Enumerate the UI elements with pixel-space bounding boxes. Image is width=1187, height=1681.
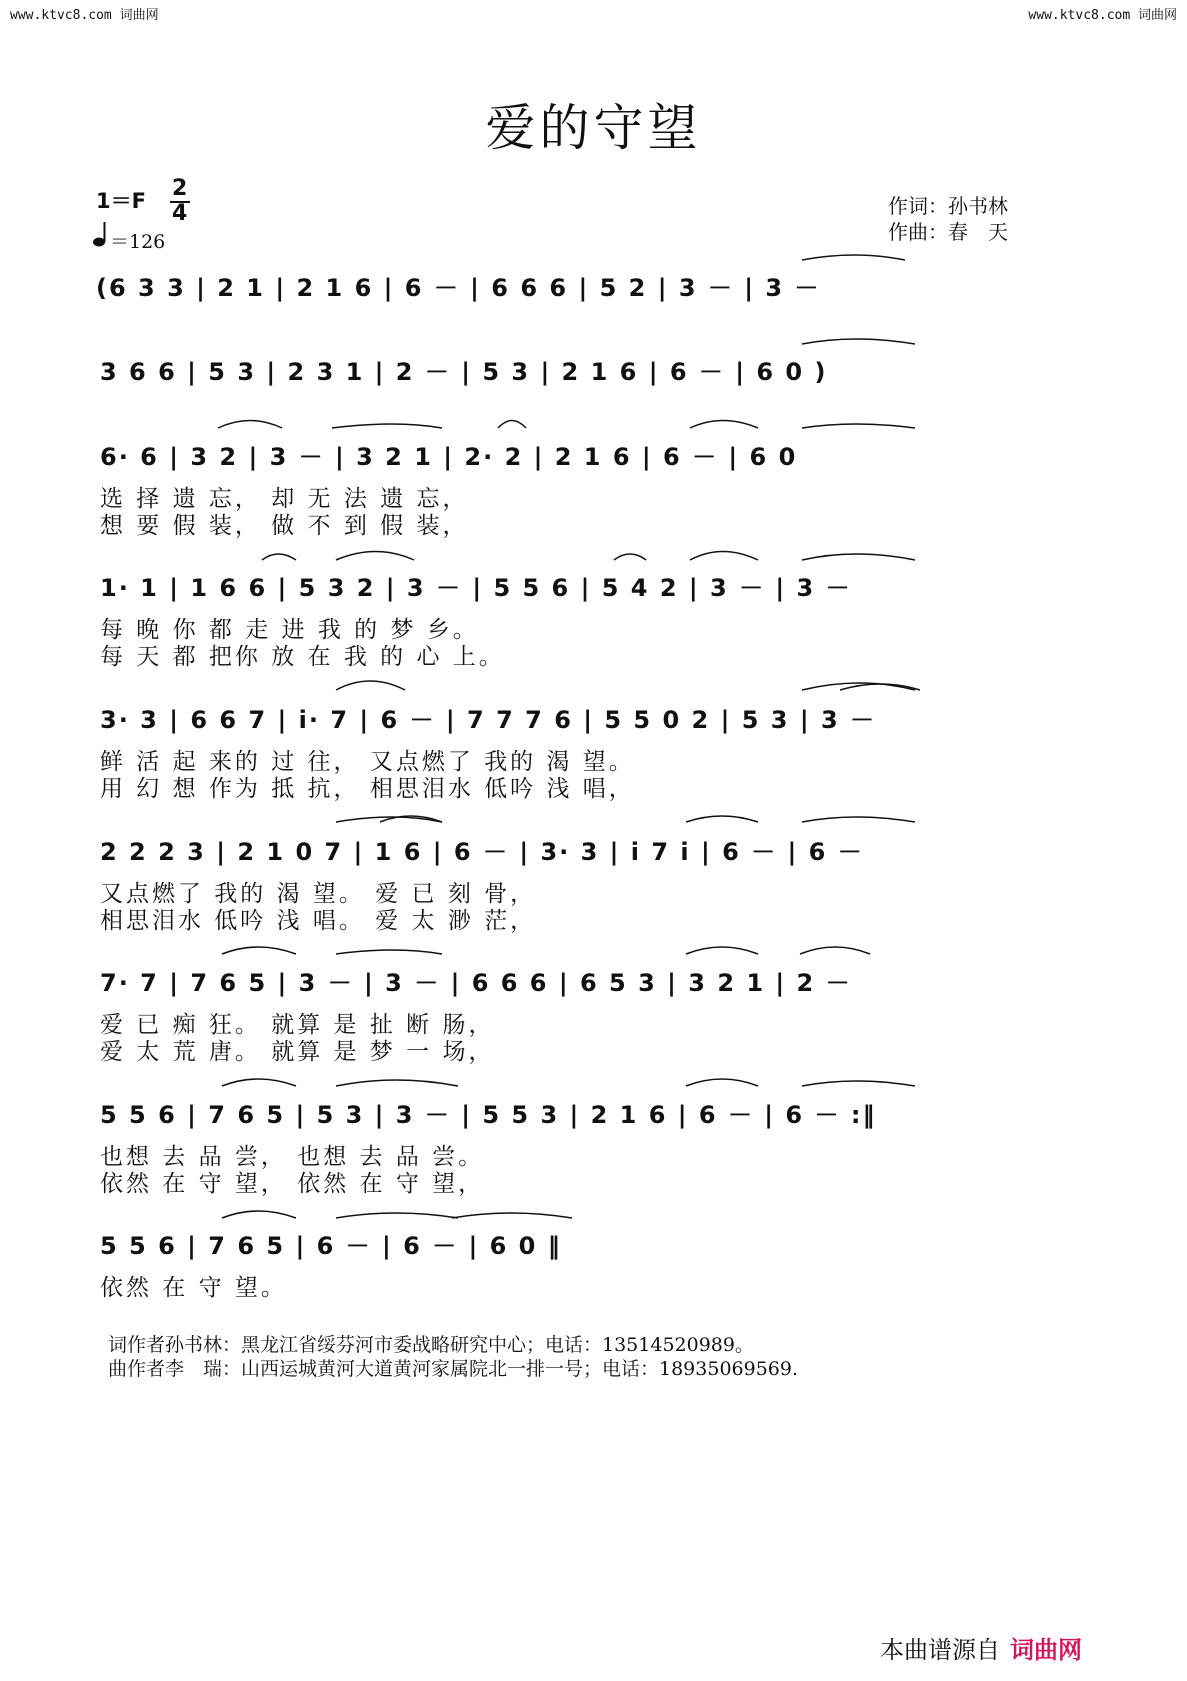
lyric-row-5-verse-1: 鲜 活 起 来的 过 往， 又点燃了 我的 渴 望。 bbox=[100, 749, 635, 775]
lyric-row-4-verse-1: 每 晚 你 都 走 进 我 的 梦 乡。 bbox=[100, 617, 479, 643]
tempo: ＝126 bbox=[110, 231, 166, 253]
notation-row-9: 5 5 6 | 7 6 5 | 6 － | 6 － | 6 0 ‖ bbox=[100, 1232, 562, 1260]
composer-credit: 作曲：春 天 bbox=[888, 220, 1008, 244]
notation-row-4: 1· 1 | 1 6 6 | 5 3 2 | 3 － | 5 5 6 | 5 4 2 | 3 － | 3 － bbox=[100, 574, 852, 602]
watermark-right: www.ktvc8.com 词曲网 bbox=[1028, 8, 1177, 23]
lyricist-credit: 作词：孙书林 bbox=[888, 194, 1008, 218]
notation-row-6: 2 2 2 3 | 2 1 0 7 | 1 6 | 6 － | 3· 3 | i 7 i | 6 － | 6 － bbox=[100, 838, 864, 866]
notation-row-8: 5 5 6 | 7 6 5 | 5 3 | 3 － | 5 5 3 | 2 1 6 | 6 － | 6 － :‖ bbox=[100, 1101, 877, 1129]
watermark-left: www.ktvc8.com 词曲网 bbox=[10, 8, 159, 23]
lyric-row-5-verse-2: 用 幻 想 作为 抵 抗， 相思泪水 低吟 浅 唱， bbox=[100, 776, 635, 802]
source-brand-link[interactable]: 词曲网 bbox=[1010, 1636, 1082, 1664]
lyric-row-7-verse-2: 爱 太 荒 唐。 就算 是 梦 一 场， bbox=[100, 1039, 495, 1065]
key-signature: 1＝F bbox=[96, 189, 146, 213]
notation-row-5: 3· 3 | 6 6 7 | i· 7 | 6 － | 7 7 7 6 | 5 5 0 2 | 5 3 | 3 － bbox=[100, 706, 877, 734]
notation-row-1: (6 3 3 | 2 1 | 2 1 6 | 6 － | 6 6 6 | 5 2 | 3 － | 3 － bbox=[96, 274, 821, 302]
lyric-row-6-verse-2: 相思泪水 低吟 浅 唱。 爱 太 渺 茫， bbox=[100, 908, 537, 934]
lyric-row-8-verse-2: 依然 在 守 望， 依然 在 守 望， bbox=[100, 1171, 485, 1197]
footnote-lyricist: 词作者孙书林：黑龙江省绥芬河市委战略研究中心；电话：13514520989。 bbox=[108, 1334, 754, 1356]
notation-row-2: 3 6 6 | 5 3 | 2 3 1 | 2 － | 5 3 | 2 1 6 | 6 － | 6 0 ) bbox=[100, 358, 828, 386]
song-title: 爱的守望 bbox=[485, 99, 702, 157]
lyric-row-8-verse-1: 也想 去 品 尝， 也想 去 品 尝。 bbox=[100, 1144, 485, 1170]
footnote-composer: 曲作者李 瑞：山西运城黄河大道黄河家属院北一排一号；电话：18935069569. bbox=[108, 1358, 799, 1380]
lyric-row-4-verse-2: 每 天 都 把你 放 在 我 的 心 上。 bbox=[100, 644, 505, 670]
time-signature-top: 2 bbox=[172, 176, 188, 201]
lyric-row-6-verse-1: 又点燃了 我的 渴 望。 爱 已 刻 骨， bbox=[100, 881, 537, 907]
source-label: 本曲谱源自 bbox=[880, 1636, 1000, 1664]
lyric-row-3-verse-2: 想 要 假 装， 做 不 到 假 装， bbox=[100, 513, 469, 539]
lyric-row-3-verse-1: 选 择 遗 忘， 却 无 法 遗 忘， bbox=[100, 486, 469, 512]
time-signature-bottom: 4 bbox=[172, 201, 188, 226]
lyric-row-7-verse-1: 爱 已 痴 狂。 就算 是 扯 断 肠， bbox=[100, 1012, 495, 1038]
notation-row-3: 6· 6 | 3 2 | 3 － | 3 2 1 | 2· 2 | 2 1 6 | 6 － | 6 0 bbox=[100, 443, 798, 471]
notation-row-7: 7· 7 | 7 6 5 | 3 － | 3 － | 6 6 6 | 6 5 3 | 3 2 1 | 2 － bbox=[100, 969, 852, 997]
lyric-row-9-verse-1: 依然 在 守 望。 bbox=[100, 1275, 287, 1301]
